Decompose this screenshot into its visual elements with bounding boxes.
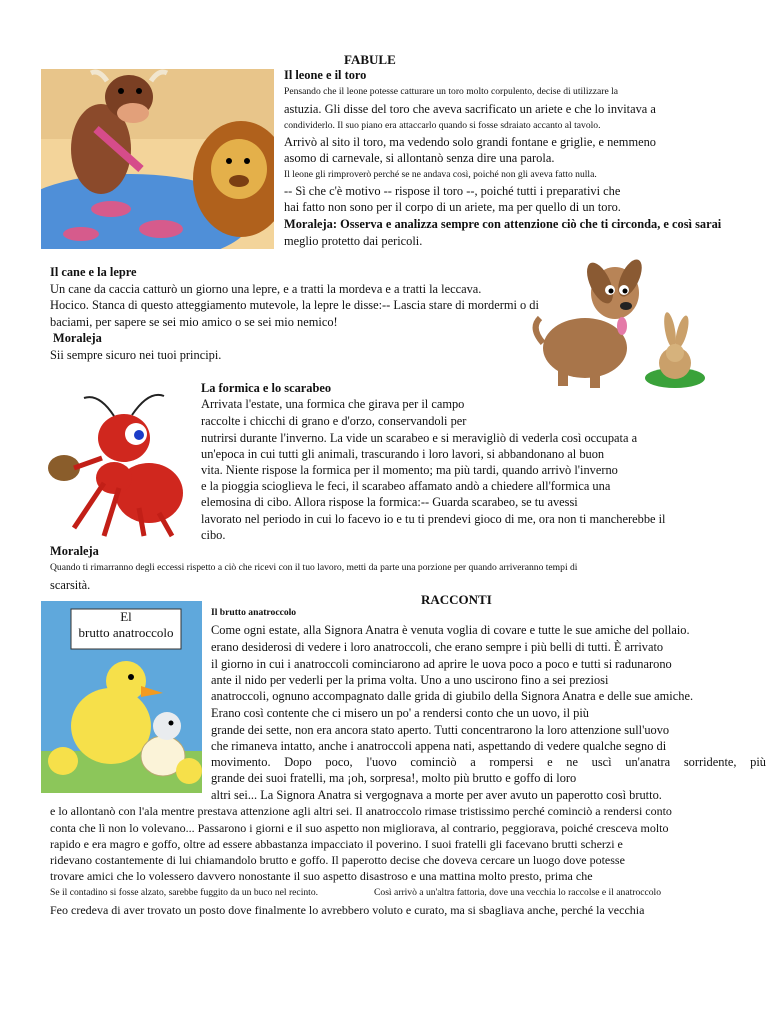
text-line: grande dei sette, non era ancora stato aperto. Tutti concentrarono la loro attenzione sull'uovo xyxy=(211,723,670,737)
text-line: Il leone gli rimproverò perché se ne andava così, poiché non gli aveva fatto nulla. xyxy=(284,169,597,180)
text-line: meglio protetto dai pericoli. xyxy=(284,234,423,248)
text-line: Arrivò al sito il toro, ma vedendo solo grandi fontane e griglie, e nemmeno xyxy=(284,135,656,149)
text-line: erano desiderosi di vedere i loro anatroccoli, che erano sempre i più belli di tutti. È arrivato xyxy=(211,640,664,654)
fable-title: La formica e lo scarabeo xyxy=(201,381,332,395)
text-line: Hocico. Stanca di questo atteggiamento mutevole, la lepre le disse:-- Lascia stare di mordermi o di xyxy=(50,298,539,312)
text-line: il giorno in cui i anatroccoli cominciarono ad aprire le uova poco a poco e tutti si radunarono xyxy=(211,657,672,671)
text-line: Feo credeva di aver trovato un posto dove finalmente lo avrebbero voluto e curato, ma si sbagliava anche, perché la vecchia xyxy=(50,903,645,917)
text-line: e lo allontanò con l'ala mentre prestava attenzione agli altri sei. Il anatroccolo rimase tristissimo perché cominciò a rendersi conto xyxy=(50,804,672,818)
moral-text: Quando ti rimarranno degli eccessi rispetto a ciò che ricevi con il tuo lavoro, metti da parte una porzione per quando arriveranno tempi di xyxy=(50,562,578,573)
text-line: Erano così contente che ci misero un po' a rendersi conto che un uovo, il più xyxy=(211,706,589,720)
text-line: vita. Niente rispose la formica per il momento; ma più tardi, quando arrivò l'inverno xyxy=(201,463,618,477)
text-line: astuzia. Gli disse del toro che aveva sacrificato un ariete e che lo invitava a xyxy=(284,102,656,116)
fable-title: Il cane e la lepre xyxy=(50,265,137,279)
text-line: trovare amici che lo volessero davvero nonostante il suo aspetto disastroso e una mattina molto presto, prima che xyxy=(50,869,593,883)
text-line: elemosina di cibo. Allora rispose la formica:-- Guarda scarabeo, se tu avessi xyxy=(201,495,578,509)
text-line: condividerlo. Il suo piano era attaccarlo quando si fosse sdraiato accanto al tavolo. xyxy=(284,120,601,131)
text-line: grande dei suoi fratelli, ma ¡oh, sorpresa!, molto più brutto e goffo di loro xyxy=(211,771,577,785)
text-line: cibo. xyxy=(201,528,226,542)
moral-label: Moraleja xyxy=(53,331,102,345)
ugly-duckling-cover xyxy=(41,601,202,793)
text-line: Un cane da caccia catturò un giorno una lepre, e a tratti la mordeva e a tratti la leccava. xyxy=(50,282,482,296)
text-line: conta che lì non lo volevano... Passarono i giorni e il suo aspetto non migliorava, al contrario, peggiorava, poiché cresceva molto xyxy=(50,821,669,835)
text-line: lavorato nel periodo in cui lo facevo io e tu ti prendevi gioco di me, ora non ti mancherebbe il xyxy=(201,512,666,526)
text-line: un'epoca in cui tutti gli animali, trascurando i loro lavori, si abbandonano al buon xyxy=(201,447,605,461)
text-line: Come ogni estate, alla Signora Anatra è venuta voglia di covare e tutte le sue amiche del pollaio. xyxy=(211,623,690,637)
text-line: ante il nido per vederli per la prima volta. Uno a uno uscirono fino a sei preziosi xyxy=(211,673,609,687)
text-line: anatroccoli, ognuno accompagnato dalle grida di giubilo della Signora Anatra e delle sue amiche. xyxy=(211,689,694,703)
story-title: Il brutto anatroccolo xyxy=(211,607,297,618)
section-title-fabule: FABULE xyxy=(344,52,396,67)
text-line: asomo di carnevale, si allontanò senza dire una parola. xyxy=(284,151,555,165)
text-line: ridevano costantemente di lui chiamandolo brutto e goffo. Il paperotto decise che doveva cercare un luogo dove potesse xyxy=(50,853,625,867)
bull-lion-illustration xyxy=(41,69,274,249)
section-title-racconti: RACCONTI xyxy=(421,592,492,607)
text-line: Pensando che il leone potesse catturare un toro molto corpulento, decise di utilizzare la xyxy=(284,86,619,97)
text-line: rapido e era magro e goffo, oltre ad essere abbastanza impacciato il poverino. I suoi fratelli gli facevano brutti scherzi e xyxy=(50,837,623,851)
text-line: hai fatto non sono per il corpo di un ariete, ma per quello di un toro. xyxy=(284,200,621,214)
text-line-small: Se il contadino si fosse alzato, sarebbe fuggito da un buco nel recinto. xyxy=(50,887,319,898)
moral-label: Moraleja xyxy=(50,544,99,558)
text-line: nutrirsi durante l'inverno. La vide un scarabeo e si meravigliò di vederla così occupata a xyxy=(201,431,638,445)
text-line: che rimaneva intatto, anche i anatroccoli appena nati, aspettando di vedere qualche segno di xyxy=(211,739,667,753)
dog-hare-illustration xyxy=(530,248,710,393)
moral-text: Moraleja: Osserva e analizza sempre con attenzione ciò che ti circonda, e così sarai xyxy=(284,217,722,231)
text-line: altri sei... La Signora Anatra si vergognava a morte per aver avuto un paperotto così brutto. xyxy=(211,788,662,802)
text-line: Arrivata l'estate, una formica che girava per il campo xyxy=(201,397,465,411)
text-line: movimento. Dopo poco, l'uovo cominciò a rompersi e ne uscì un'anatra sorridente, più xyxy=(211,755,766,769)
text-line-small: Così arrivò a un'altra fattoria, dove una vecchia lo raccolse e il anatroccolo xyxy=(374,887,662,898)
text-line: e la pioggia scioglieva le feci, il scarabeo affamato andò a chiedere all'formica una xyxy=(201,479,611,493)
fable-title: Il leone e il toro xyxy=(284,68,367,82)
cover-title-line: El xyxy=(120,609,132,624)
cover-title-line: brutto anatroccolo xyxy=(78,625,174,640)
text-line: baciami, per sapere se sei mio amico o se sei mio nemico! xyxy=(50,315,338,329)
text-line: raccolte i chicchi di grano e d'orzo, conservandoli per xyxy=(201,414,467,428)
moral-text: scarsità. xyxy=(50,578,91,592)
moral-text: Sii sempre sicuro nei tuoi principi. xyxy=(50,348,222,362)
text-line: -- Sì che c'è motivo -- rispose il toro --, poiché tutti i preparativi che xyxy=(284,184,621,198)
ant-illustration xyxy=(44,388,188,538)
